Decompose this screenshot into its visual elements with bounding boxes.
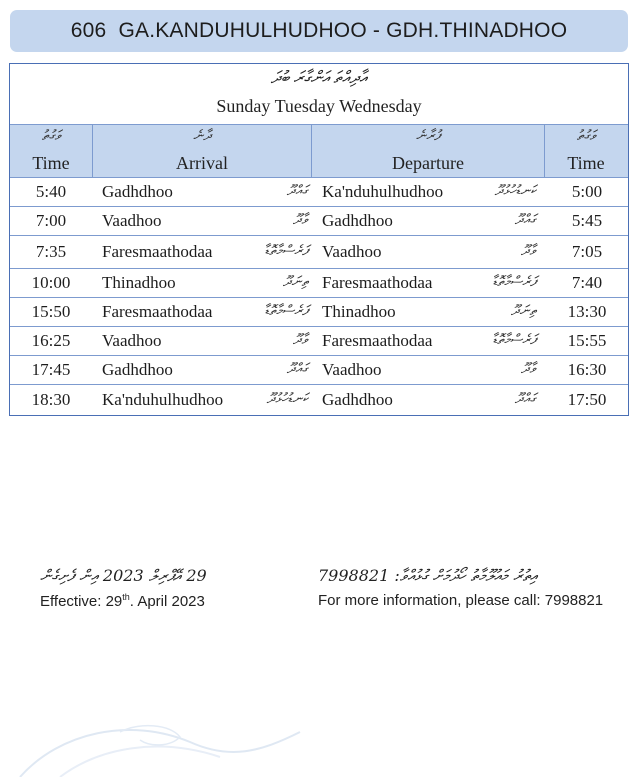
effective-suffix: th	[122, 592, 130, 602]
arrival-time: 16:25	[31, 331, 71, 350]
arrival-island-dv: ގައްދޫ	[286, 184, 308, 199]
departure-island: Faresmaathodaa	[322, 273, 433, 292]
arrival-island: Gadhdhoo	[102, 360, 173, 379]
departure-time: 5:00	[571, 182, 603, 201]
departure-island: Gadhdhoo	[322, 390, 393, 409]
header-departure	[312, 125, 544, 177]
departure-island-dv: ކަނޑުހުޅުދޫ	[494, 184, 536, 199]
departure-time: 7:05	[571, 242, 603, 261]
arrival-island-dv: ކަނޑުހުޅުދޫ	[266, 392, 308, 407]
departure-time: 17:50	[567, 390, 607, 409]
effective-month-year: April 2023	[137, 593, 205, 610]
table-row	[10, 269, 628, 298]
table-row	[10, 207, 628, 236]
header-time-left	[10, 125, 92, 177]
contact-info: For more information, please call: 7998821	[318, 592, 604, 609]
table-row	[10, 298, 628, 327]
departure-island: Vaadhoo	[322, 242, 382, 261]
header-time-right	[545, 125, 627, 177]
header-arrival-en: Arrival	[176, 153, 228, 173]
departure-island: Thinadhoo	[322, 302, 396, 321]
header-time-right-dv: ވަގުތު	[576, 129, 596, 144]
route-number: 606	[70, 19, 107, 42]
effective-date: Effective: 29th. April 2023	[40, 592, 205, 610]
arrival-island-dv: ތިނަދޫ	[282, 275, 308, 290]
route-name: GA.KANDUHULHUDHOO - GDH.THINADHOO	[118, 19, 568, 42]
days-label: Sunday Tuesday Wednesday	[216, 96, 422, 116]
arrival-time: 7:35	[35, 242, 67, 261]
table-row	[10, 236, 628, 269]
departure-island-dv: ވާދޫ	[520, 244, 536, 259]
departure-island-dv: ގައްދޫ	[514, 392, 536, 407]
arrival-island: Gadhdhoo	[102, 182, 173, 201]
departure-island: Vaadhoo	[322, 360, 382, 379]
departure-island-dv: ވާދޫ	[520, 362, 536, 377]
header-time-right-en: Time	[567, 153, 605, 173]
effective-date-block	[40, 566, 240, 610]
arrival-island: Faresmaathodaa	[102, 242, 213, 261]
arrival-time: 15:50	[31, 302, 71, 321]
arrival-island-dv: ވާދޫ	[292, 213, 308, 228]
header-departure-dv: ފުރާނެ	[416, 129, 440, 144]
departure-time: 16:30	[567, 360, 607, 379]
arrival-time: 10:00	[31, 273, 71, 292]
arrival-time: 7:00	[35, 211, 67, 230]
effective-day: 29	[105, 593, 123, 610]
effective-date-dv: 29 އޭޕްރިލް 2023 އިން ފެށިގެން	[40, 566, 207, 585]
departure-time: 5:45	[571, 211, 603, 230]
arrival-island: Vaadhoo	[102, 331, 162, 350]
arrival-island-dv: ވާދޫ	[292, 333, 308, 348]
table-row	[10, 356, 628, 385]
route-header	[10, 10, 628, 52]
header-time-left-dv: ވަގުތު	[41, 129, 61, 144]
timetable-title-area	[10, 64, 628, 124]
departure-island-dv: ތިނަދޫ	[510, 304, 536, 319]
timetable	[9, 63, 629, 416]
departure-island: Gadhdhoo	[322, 211, 393, 230]
arrival-time: 18:30	[31, 390, 71, 409]
arrival-island-dv: ގައްދޫ	[286, 362, 308, 377]
table-row	[10, 178, 628, 207]
departure-island-dv: ގައްދޫ	[514, 213, 536, 228]
table-row	[10, 327, 628, 356]
arrival-island-dv: ފަރެސްމާތޮޑާ	[264, 304, 308, 319]
arrival-island: Thinadhoo	[102, 273, 176, 292]
header-arrival-dv: ދާނެ	[193, 129, 211, 144]
departure-island-dv: ފަރެސްމާތޮޑާ	[492, 275, 536, 290]
arrival-island-dv: ފަރެސްމާތޮޑާ	[264, 244, 308, 259]
column-header-row	[10, 124, 628, 178]
arrival-island: Vaadhoo	[102, 211, 162, 230]
header-departure-en: Departure	[392, 153, 464, 173]
header-time-left-en: Time	[32, 153, 70, 173]
decorative-swirl	[0, 712, 400, 777]
days-title-dhivehi: އާދިއްތަ އަންގާރަ ބުދަ	[270, 68, 368, 87]
contact-info-dv: އިތުރު މައުލޫމާތު ހޯދުމަށް ގުޅުއްވާ: 7998821	[318, 566, 537, 585]
arrival-island: Ka'nduhulhudhoo	[102, 390, 224, 409]
effective-label: Effective:	[40, 593, 102, 610]
arrival-island: Faresmaathodaa	[102, 302, 213, 321]
header-arrival	[93, 125, 311, 177]
departure-time: 13:30	[567, 302, 607, 321]
table-row	[10, 385, 628, 415]
departure-time: 15:55	[567, 331, 607, 350]
departure-island-dv: ފަރެސްމާތޮޑާ	[492, 333, 536, 348]
departure-island: Faresmaathodaa	[322, 331, 433, 350]
departure-time: 7:40	[571, 273, 603, 292]
contact-info-block	[318, 566, 618, 609]
arrival-time: 5:40	[35, 182, 67, 201]
arrival-time: 17:45	[31, 360, 71, 379]
departure-island: Ka'nduhulhudhoo	[322, 182, 444, 201]
